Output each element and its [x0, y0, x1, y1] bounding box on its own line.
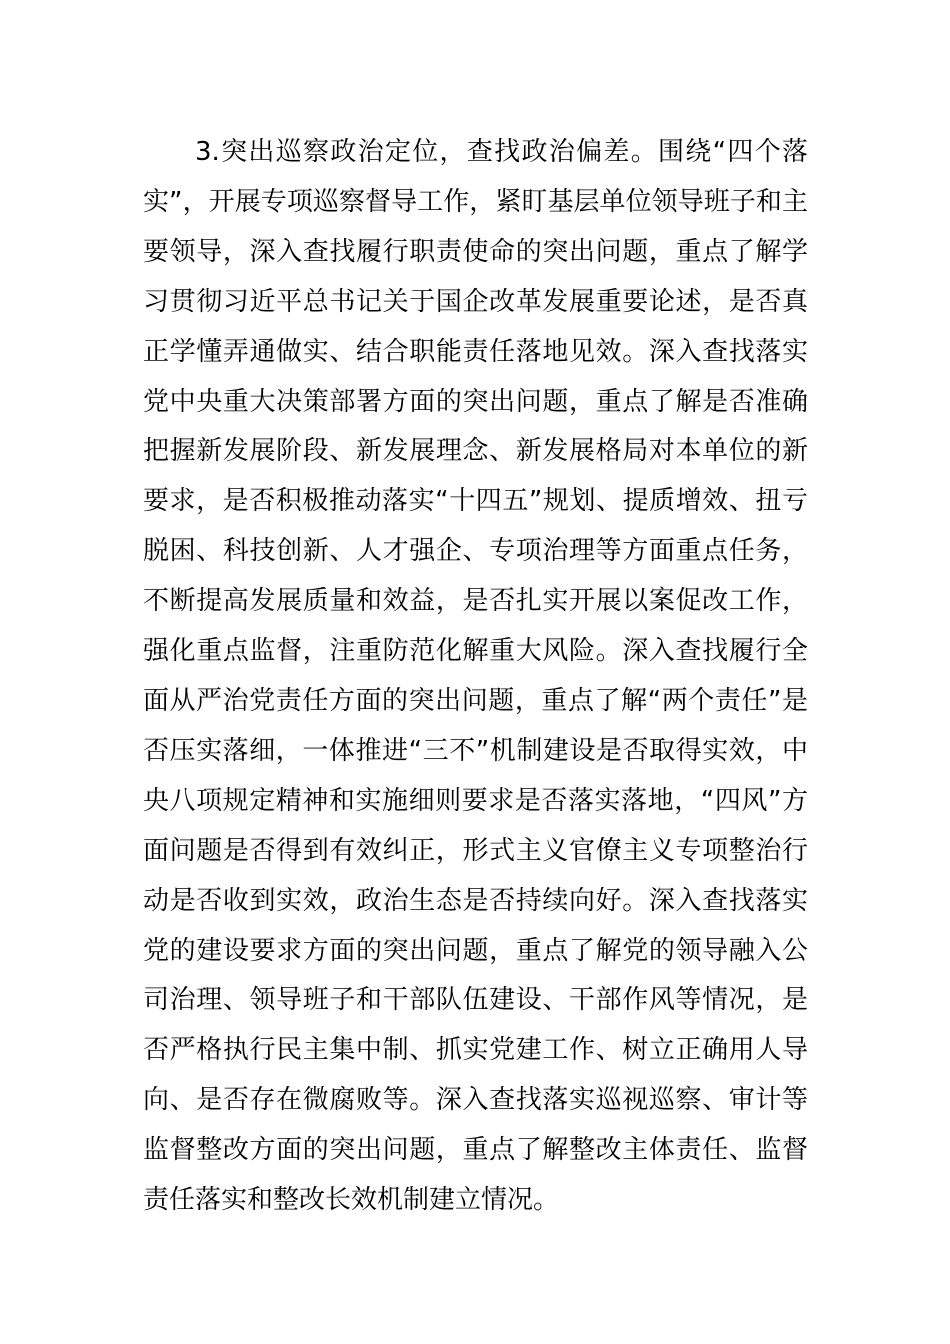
body-paragraph: 3.突出巡察政治定位，查找政治偏差。围绕“四个落实”，开展专项巡察督导工作，紧盯基层单位领导班子和主要领导，深入查找履行职责使命的突出问题，重点了解学习贯彻习近平总书记关于国企改革发展重要论述，是否真正学懂弄通做实、结合职能责任落地见效。深入查找落实党中央重大决策部署方面的突出问题，重点了解是否准确把握新发展阶段、新发展理念、新发展格局对本单位的新要求，是否积极推动落实“十四五”规划、提质增效、扭亏脱困、科技创新、人才强企、专项治理等方面重点任务，不断提高发展质量和效益，是否扎实开展以案促改工作，强化重点监督，注重防范化解重大风险。深入查找履行全面从严治党责任方面的突出问题，重点了解“两个责任”是否压实落细，一体推进“三不”机制建设是否取得实效，中央八项规定精神和实施细则要求是否落实落地，“四风”方面问题是否得到有效纠正，形式主义官僚主义专项整治行动是否收到实效，政治生态是否持续向好。深入查找落实党的建设要求方面的突出问题，重点了解党的领导融入公司治理、领导班子和干部队伍建设、干部作风等情况，是否严格执行民主集中制、抓实党建工作、树立正确用人导向、是否存在微腐败等。深入查找落实巡视巡察、审计等监督整改方面的突出问题，重点了解整改主体责任、监督责任落实和整改长效机制建立情况。	[143, 137, 808, 1216]
